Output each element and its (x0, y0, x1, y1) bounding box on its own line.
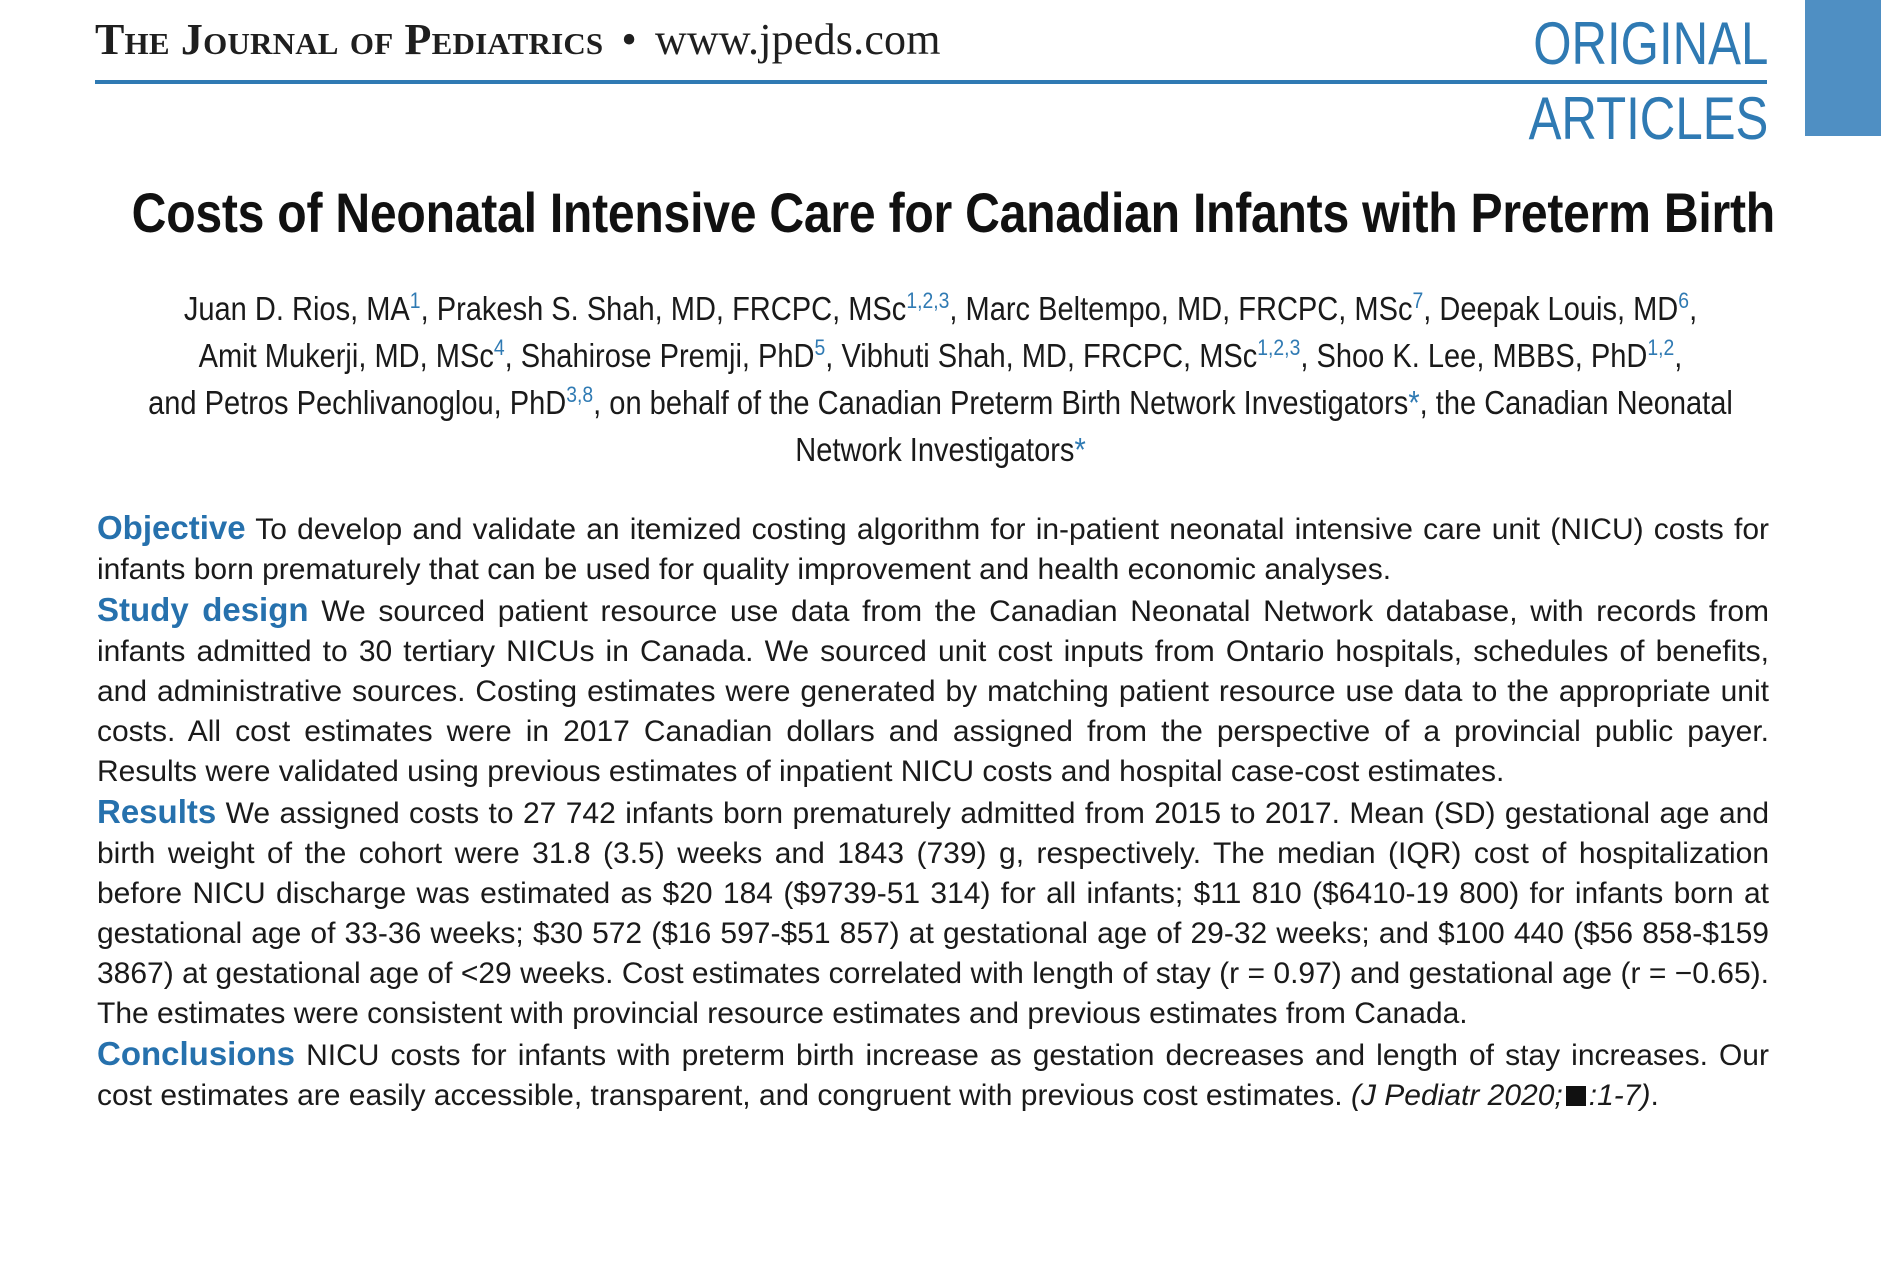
group-author: Network Investigators (795, 431, 1075, 468)
author-line-2 (113, 332, 1768, 379)
affiliation-mark[interactable]: 5 (814, 334, 826, 360)
journal-masthead (95, 14, 941, 65)
section-label (1528, 6, 1768, 156)
header-rule (95, 80, 1767, 84)
affiliation-mark[interactable]: 1 (409, 287, 421, 313)
author-name: , Prakesh S. Shah, MD, FRCPC, MSc (420, 290, 907, 327)
group-author: , on behalf of the Canadian Preterm Birth Network Investigators (593, 384, 1409, 421)
citation (1351, 1079, 1650, 1112)
abstract-results-text: We assigned costs to 27 742 infants born prematurely admitted from 2015 to 2017. Mean (SD) gestational age and birth weight of the cohort were 31.8 (3.5) weeks and 1843 (739) g, respectively. The median (IQR) cost of hospitalization before NICU discharge was estimated as $20 184 ($9739-51 314) for all infants; $11 810 ($6410-19 800) for infants born at gestational age of 33-36 weeks; $30 572 ($16 597-$51 857) at gestational age of 29-32 weeks; and $100 440 ($56 858-$159 3867) at gestational age of <29 weeks. Cost estimates correlated with length of stay (r = 0.97) and gestational age (r = −0.65). The estimates were consistent with provincial resource estimates and previous estimates from Canada. (97, 797, 1770, 1030)
author-name: Juan D. Rios, MA (183, 290, 410, 327)
affiliation-mark[interactable]: 7 (1412, 287, 1424, 313)
abstract-objective (97, 508, 1769, 590)
abstract-conclusions (97, 1034, 1769, 1116)
section-label-line-2: ARTICLES (1528, 85, 1768, 152)
author-separator: , (1674, 337, 1683, 374)
section-label-line-1: ORIGINAL (1532, 10, 1768, 77)
author-line-1 (113, 285, 1768, 332)
author-name: Amit Mukerji, MD, MSc (198, 337, 494, 374)
journal-name: The Journal of Pediatrics (95, 15, 604, 64)
affiliation-mark[interactable]: 3,8 (566, 381, 594, 407)
author-separator: , (1689, 290, 1698, 327)
abstract-objective-text: To develop and validate an itemized costing algorithm for in-patient neonatal intensive care unit (NICU) costs for infants born prematurely that can be used for quality improvement and health economic analyses. (97, 513, 1770, 586)
author-line-4 (113, 426, 1768, 473)
abstract-study-design (97, 590, 1769, 792)
affiliation-mark[interactable]: 1,2,3 (906, 287, 950, 313)
author-list (113, 285, 1768, 473)
journal-url[interactable]: www.jpeds.com (654, 15, 941, 64)
abstract-study-design-text: We sourced patient resource use data from the Canadian Neonatal Network database, with records from infants admitted to 30 tertiary NICUs in Canada. We sourced unit cost inputs from Ontario hospitals, schedules of benefits, and administrative sources. Costing estimates were generated by matching patient resource use data to the appropriate unit costs. All cost estimates were in 2017 Canadian dollars and assigned from the perspective of a provincial public payer. Results were validated using previous estimates of inpatient NICU costs and hospital case-cost estimates. (97, 595, 1769, 788)
author-name: , Deepak Louis, MD (1423, 290, 1679, 327)
abstract-heading-conclusions: Conclusions (97, 1035, 296, 1072)
affiliation-mark[interactable]: 1,2 (1647, 334, 1675, 360)
article-title: Costs of Neonatal Intensive Care for Canadian Infants with Preterm Birth (131, 181, 1775, 244)
citation-end: . (1650, 1079, 1659, 1112)
abstract-results (97, 792, 1769, 1034)
section-tab (1805, 0, 1881, 136)
abstract-heading-results: Results (97, 793, 217, 830)
affiliation-mark[interactable]: 6 (1678, 287, 1690, 313)
author-line-3 (113, 379, 1768, 426)
affiliation-mark[interactable]: 1,2,3 (1257, 334, 1301, 360)
author-name: , Marc Beltempo, MD, FRCPC, MSc (949, 290, 1413, 327)
masthead-separator: • (621, 15, 637, 64)
placeholder-square-icon (1566, 1086, 1586, 1106)
author-name: , Shoo K. Lee, MBBS, PhD (1300, 337, 1648, 374)
author-name: and Petros Pechlivanoglou, PhD (148, 384, 567, 421)
group-footnote-mark[interactable]: * (1408, 384, 1420, 421)
citation-suffix: :1-7) (1588, 1079, 1651, 1112)
citation-prefix: (J Pediatr 2020; (1350, 1079, 1563, 1112)
affiliation-mark[interactable]: 4 (493, 334, 505, 360)
group-footnote-mark[interactable]: * (1074, 431, 1086, 468)
abstract-conclusions-text: NICU costs for infants with preterm birth increase as gestation decreases and length of stay increases. Our cost estimates are easily accessible, transparent, and congruent with previous cost estimates. (97, 1039, 1769, 1112)
abstract (97, 508, 1769, 1116)
author-name: , Vibhuti Shah, MD, FRCPC, MSc (825, 337, 1258, 374)
abstract-heading-study-design: Study design (97, 591, 309, 628)
group-author: , the Canadian Neonatal (1419, 384, 1733, 421)
abstract-heading-objective: Objective (97, 509, 246, 546)
author-name: , Shahirose Premji, PhD (504, 337, 815, 374)
